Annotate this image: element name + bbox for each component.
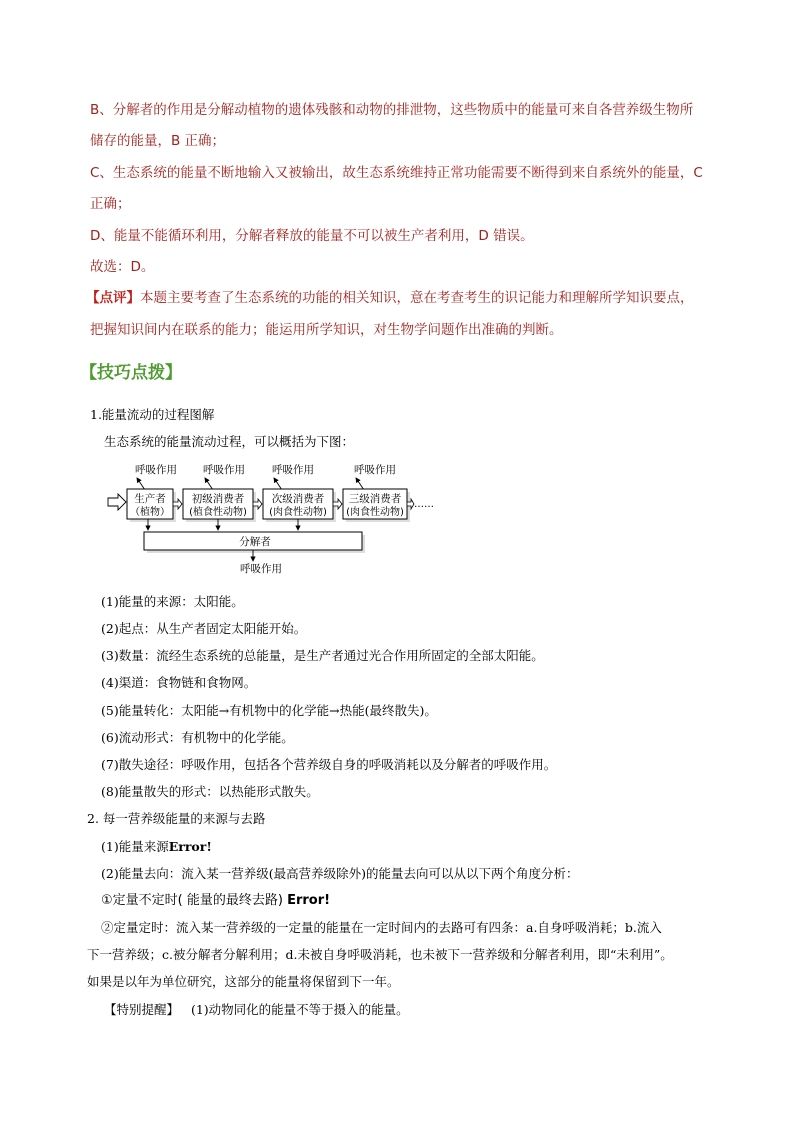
comment-label: 【点评】 [86, 290, 140, 306]
note-label: 【特别提醒】 [104, 1002, 180, 1017]
answer-d-line1: D、能量不能循环利用，分解者释放的能量不可以被生产者利用，D 错误。 [90, 228, 534, 244]
secondary-consumer-name: 次级消费者 [271, 493, 325, 505]
part2-timed-line3: 如果是以年为单位研究，这部分的能量将保留到下一年。 [87, 974, 400, 989]
decomposer-label: 分解者 [239, 536, 271, 548]
answer-c-line1: C、生态系统的能量不断地输入又被输出，故生态系统维持正常功能需要不断得到来自系统外的能量，C [90, 165, 703, 181]
note-text: (1)动物同化的能量不等于摄入的能量。 [190, 1002, 409, 1017]
continuation-dots: …… [414, 499, 434, 510]
part1-item-7: (7)散失途径：呼吸作用，包括各个营养级自身的呼吸消耗以及分解者的呼吸作用。 [101, 757, 557, 772]
part1-title: 1.能量流动的过程图解 [90, 407, 215, 422]
source-error: Error! [168, 839, 212, 854]
source-prefix: (1)能量来源 [101, 839, 169, 854]
respiration-label-decomposer: 呼吸作用 [240, 563, 282, 575]
comment-line2: 把握知识间内在联系的能力；能运用所学知识，对生物学问题作出准确的判断。 [90, 322, 563, 338]
part1-item-5: (5)能量转化：太阳能→有机物中的化学能→热能(最终散失)。 [101, 703, 437, 718]
section-heading: 【技巧点拨】 [80, 363, 182, 383]
respiration-label-1: 呼吸作用 [135, 464, 177, 476]
tertiary-consumer-name: 三级消费者 [348, 493, 402, 505]
part1-item-1: (1)能量的来源：太阳能。 [101, 594, 244, 609]
respiration-label-2: 呼吸作用 [203, 464, 245, 476]
producer-desc: （植物） [130, 507, 170, 518]
tertiary-consumer-desc: (肉食性动物) [346, 507, 404, 518]
part2-fixed [101, 892, 330, 910]
special-note [104, 1001, 409, 1019]
part2-source [101, 838, 212, 856]
part1-item-3: (3)数量：流经生态系统的总能量，是生产者通过光合作用所固定的全部太阳能。 [101, 648, 544, 663]
part1-item-8: (8)能量散失的形式：以热能形式散失。 [101, 784, 319, 799]
answer-c-line2: 正确； [90, 196, 131, 212]
primary-consumer-desc: (植食性动物) [189, 507, 247, 518]
part1-intro: 生态系统的能量流动过程，可以概括为下图： [104, 434, 355, 449]
answer-b-line2: 储存的能量，B 正确； [90, 133, 226, 149]
fixed-prefix: ①定量不定时( 能量的最终去路) [101, 893, 283, 908]
primary-consumer-name: 初级消费者 [191, 493, 245, 505]
part1-item-2: (2)起点：从生产者固定太阳能开始。 [101, 621, 307, 636]
respiration-label-4: 呼吸作用 [354, 464, 396, 476]
comment-text-1: 本题主要考查了生态系统的功能的相关知识，意在考查考生的识记能力和理解所学知识要点， [140, 290, 694, 306]
energy-flow-diagram [100, 458, 440, 578]
producer-name: 生产者 [134, 493, 166, 505]
fixed-error: Error! [287, 893, 331, 908]
answer-b-line1: B、分解者的作用是分解动植物的遗体残骸和动物的排泄物，这些物质中的能量可来自各营养级生物所 [90, 102, 694, 118]
secondary-consumer-desc: (肉食性动物) [269, 507, 327, 518]
part2-title: 2. 每一营养级能量的来源与去路 [87, 811, 266, 826]
part2-whereabouts: (2)能量去向：流入某一营养级(最高营养级除外)的能量去向可以从以下两个角度分析： [101, 866, 579, 881]
comment-line1 [86, 288, 694, 308]
part1-item-4: (4)渠道：食物链和食物网。 [101, 675, 257, 690]
answer-choice: 故选：D。 [90, 259, 155, 275]
part2-timed-line2: 下一营养级；c.被分解者分解利用；d.未被自身呼吸消耗，也未被下一营养级和分解者利用，即“未利用”。 [87, 947, 673, 962]
respiration-label-3: 呼吸作用 [272, 464, 314, 476]
part2-timed-line1: ②定量定时：流入某一营养级的一定量的能量在一定时间内的去路可有四条：a.自身呼吸消耗；b.流入 [101, 920, 662, 935]
part1-item-6: (6)流动形式：有机物中的化学能。 [101, 730, 294, 745]
